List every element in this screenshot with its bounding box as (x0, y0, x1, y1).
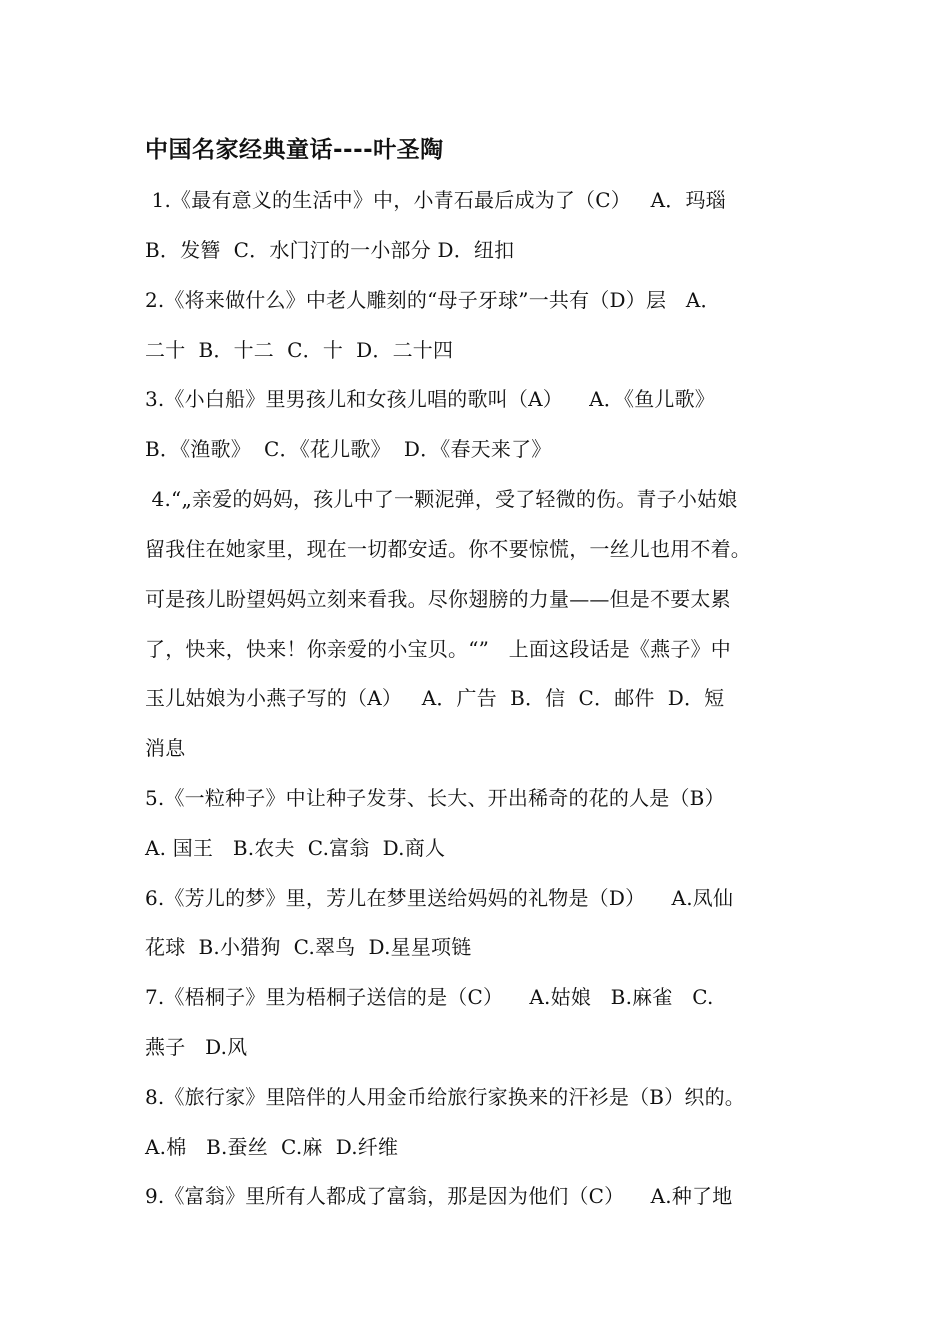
text-line-21: 9.《富翁》里所有人都成了富翁，那是因为他们（C） A.种了地 (145, 1184, 733, 1208)
text-line-17: 7.《梧桐子》里为梧桐子送信的是（C） A.姑娘 B.麻雀 C. (145, 985, 714, 1009)
text-line-19: 8.《旅行家》里陪伴的人用金币给旅行家换来的汗衫是（B）织的。 (145, 1085, 745, 1109)
text-line-13: 5.《一粒种子》中让种子发芽、长大、开出稀奇的花的人是（B） (145, 786, 725, 810)
text-line-11: 玉儿姑娘为小燕子写的（A） A．广告 B．信 C．邮件 D．短 (145, 686, 725, 710)
text-line-6: B．《渔歌》 C．《花儿歌》 D．《春天来了》 (145, 437, 552, 461)
text-line-14: A. 国王 B.农夫 C.富翁 D.商人 (145, 836, 446, 860)
text-line-1: 1.《最有意义的生活中》中，小青石最后成为了（C） A．玛瑙 (145, 188, 726, 212)
text-line-7: 4.“„亲爱的妈妈，孩儿中了一颗泥弹，受了轻微的伤。青子小姑娘 (145, 487, 738, 511)
text-line-8: 留我住在她家里，现在一切都安适。你不要惊慌，一丝儿也用不着。 (145, 537, 751, 561)
text-line-10: 了，快来，快来！你亲爱的小宝贝。“” 上面这段话是《燕子》中 (145, 637, 731, 661)
text-line-12: 消息 (145, 736, 186, 760)
document-title: 中国名家经典童话----叶圣陶 (145, 137, 444, 163)
text-line-9: 可是孩儿盼望妈妈立刻来看我。尽你翅膀的力量——但是不要太累 (145, 587, 731, 611)
text-line-15: 6.《芳儿的梦》里，芳儿在梦里送给妈妈的礼物是（D） A.凤仙 (145, 886, 734, 910)
text-line-2: B．发簪 C．水门汀的一小部分 D．纽扣 (145, 238, 515, 262)
text-line-20: A.棉 B.蚕丝 C.麻 D.纤维 (145, 1135, 399, 1159)
text-line-5: 3.《小白船》里男孩儿和女孩儿唱的歌叫（A） A．《鱼儿歌》 (145, 387, 715, 411)
text-line-18: 燕子 D.风 (145, 1035, 248, 1059)
text-line-16: 花球 B.小猎狗 C.翠鸟 D.星星项链 (145, 935, 472, 959)
text-line-3: 2.《将来做什么》中老人雕刻的“母子牙球”一共有（D）层 A． (145, 288, 721, 312)
text-line-4: 二十 B．十二 C．十 D．二十四 (145, 338, 454, 362)
